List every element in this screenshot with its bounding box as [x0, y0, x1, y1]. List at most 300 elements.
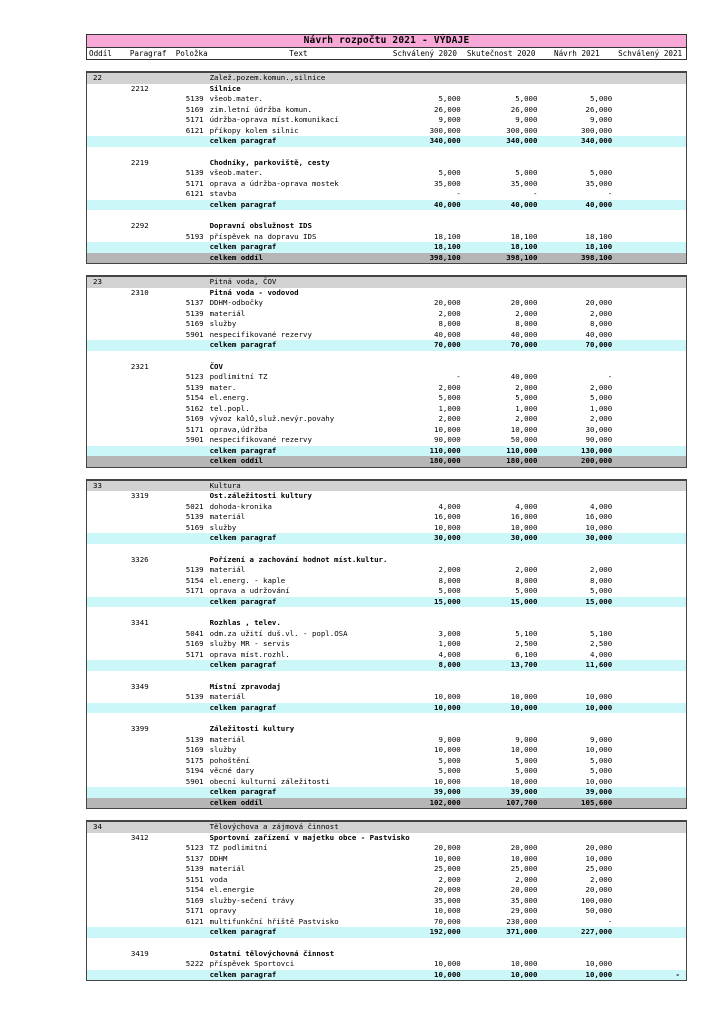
cell-oddil — [87, 94, 127, 105]
cell-polozka: 5194 — [185, 766, 204, 775]
cell-text: Místní zpravodaj — [209, 681, 281, 691]
cell-polozka — [174, 491, 208, 502]
cell-skutecnost-2020 — [463, 682, 540, 693]
cell-text: Silnice — [209, 83, 241, 93]
cell-polozka — [174, 446, 208, 457]
cell-skutecnost-2020: 20,000 — [510, 885, 538, 894]
cell-schvaleny-2020: 1,000 — [438, 403, 461, 413]
cell-schvaleny-2020 — [387, 84, 463, 95]
cell-skutecnost-2020: 5,000 — [515, 755, 538, 765]
cell-text: odm.za užití duš.vl. - popl.OSA — [209, 628, 348, 638]
cell-navrh-2021: 5,000 — [589, 586, 613, 595]
cell-schvaleny-2020 — [387, 555, 463, 566]
cell-schvaleny-2020 — [387, 724, 463, 735]
cell-navrh-2021 — [539, 822, 614, 833]
col-header-navrh-2021: Návrh 2021 — [554, 49, 600, 58]
paragraph-total-row — [87, 597, 686, 608]
cell-navrh-2021 — [539, 277, 614, 288]
cell-schvaleny-2020: 25,000 — [434, 864, 461, 873]
cell-schvaleny-2021 — [614, 372, 686, 383]
cell-text: DDHM — [209, 853, 228, 863]
cell-text: materiál — [209, 692, 246, 701]
cell-oddil — [87, 777, 127, 788]
cell-schvaleny-2021 — [614, 618, 686, 629]
cell-schvaleny-2020 — [387, 288, 463, 299]
cell-skutecnost-2020: 18,100 — [510, 242, 538, 251]
cell-schvaleny-2020: 35,000 — [434, 895, 461, 905]
cell-paragraf — [127, 597, 174, 608]
cell-text: služby — [209, 319, 237, 328]
cell-oddil — [87, 660, 127, 671]
item-row — [87, 523, 686, 534]
cell-navrh-2021: 100,000 — [581, 895, 613, 905]
cell-schvaleny-2021 — [614, 425, 686, 436]
cell-oddil — [87, 309, 127, 320]
item-row — [87, 319, 686, 330]
cell-schvaleny-2020: 5,000 — [438, 766, 461, 775]
item-row — [87, 766, 686, 777]
cell-schvaleny-2020: 20,000 — [434, 298, 461, 307]
cell-oddil — [87, 340, 127, 351]
cell-paragraf — [127, 242, 174, 253]
cell-schvaleny-2021 — [614, 756, 686, 767]
cell-skutecnost-2020: 340,000 — [506, 136, 538, 145]
cell-text: Pitná voda - vodovod — [209, 287, 299, 297]
blank-row — [87, 147, 686, 158]
cell-polozka — [174, 84, 208, 95]
cell-schvaleny-2021 — [614, 189, 686, 200]
item-row — [87, 393, 686, 404]
cell-skutecnost-2020: 10,000 — [510, 853, 538, 863]
cell-paragraf — [127, 253, 174, 264]
cell-navrh-2021: 1,000 — [589, 403, 613, 413]
cell-polozka: 6121 — [185, 189, 204, 198]
cell-oddil — [87, 288, 127, 299]
cell-schvaleny-2020: 192,000 — [429, 927, 461, 936]
cell-text: všeob.mater. — [209, 168, 264, 177]
cell-skutecnost-2020 — [463, 724, 540, 735]
item-row — [87, 372, 686, 383]
cell-oddil — [87, 319, 127, 330]
cell-paragraf — [127, 372, 174, 383]
cell-text: celkem paragraf — [209, 136, 277, 145]
cell-schvaleny-2020: 20,000 — [434, 885, 461, 894]
cell-paragraf: 2321 — [130, 361, 149, 371]
cell-schvaleny-2021 — [614, 179, 686, 190]
cell-skutecnost-2020: 50,000 — [510, 435, 538, 444]
cell-navrh-2021 — [539, 682, 614, 693]
cell-schvaleny-2020: 10,000 — [434, 702, 461, 712]
cell-schvaleny-2021 — [614, 491, 686, 502]
cell-text: Zalež.pozem.komun.,silnice — [209, 73, 326, 82]
cell-polozka — [174, 456, 208, 467]
cell-paragraf — [127, 885, 174, 896]
cell-polozka: 5151 — [185, 874, 204, 884]
paragraph-header-row — [87, 288, 686, 299]
cell-skutecnost-2020: 4,000 — [515, 501, 538, 511]
cell-paragraf — [127, 843, 174, 854]
cell-oddil — [87, 555, 127, 566]
cell-text: příspěvek Sportovci — [209, 959, 295, 968]
cell-schvaleny-2021 — [614, 787, 686, 798]
cell-schvaleny-2020 — [387, 822, 463, 833]
cell-text: příkopy kolem silnic — [209, 125, 299, 135]
cell-schvaleny-2021 — [614, 735, 686, 746]
item-row — [87, 629, 686, 640]
cell-schvaleny-2020: 70,000 — [434, 916, 461, 926]
cell-schvaleny-2021 — [614, 126, 686, 137]
cell-schvaleny-2020: 2,000 — [438, 308, 461, 318]
cell-schvaleny-2020: 4,000 — [438, 649, 461, 659]
cell-paragraf — [127, 340, 174, 351]
paragraph-header-row — [87, 221, 686, 232]
cell-navrh-2021: 2,000 — [589, 382, 613, 392]
cell-schvaleny-2020: 10,000 — [434, 424, 461, 434]
cell-text: Záležitosti kultury — [209, 724, 295, 733]
cell-skutecnost-2020: 20,000 — [510, 298, 538, 307]
cell-paragraf: 3326 — [130, 554, 149, 564]
cell-schvaleny-2020: 5,000 — [438, 393, 461, 402]
cell-polozka — [174, 682, 208, 693]
cell-text: materiál — [209, 565, 246, 574]
cell-paragraf: 2310 — [130, 287, 149, 297]
cell-oddil: 23 — [93, 277, 102, 286]
budget-sheet — [86, 34, 687, 981]
cell-polozka: 5139 — [185, 565, 204, 574]
blank-row — [87, 607, 686, 618]
cell-skutecnost-2020 — [463, 221, 540, 232]
item-row — [87, 425, 686, 436]
cell-schvaleny-2021 — [614, 798, 686, 809]
cell-navrh-2021: 16,000 — [585, 512, 613, 521]
cell-skutecnost-2020 — [463, 833, 540, 844]
cell-schvaleny-2020: 40,000 — [434, 329, 461, 339]
cell-skutecnost-2020: 5,100 — [515, 628, 538, 638]
cell-schvaleny-2020: 300,000 — [429, 125, 461, 135]
cell-paragraf — [127, 393, 174, 404]
cell-oddil — [87, 383, 127, 394]
cell-text: voda — [209, 874, 228, 884]
cell-skutecnost-2020: 35,000 — [510, 895, 538, 905]
paragraph-header-row — [87, 618, 686, 629]
oddil-total-row — [87, 456, 686, 467]
oddil-header-row — [87, 822, 686, 833]
cell-schvaleny-2021 — [614, 875, 686, 886]
cell-polozka: 5171 — [185, 178, 204, 188]
cell-polozka: 5139 — [185, 94, 204, 103]
cell-schvaleny-2021 — [614, 115, 686, 126]
cell-text: Rozhlas , telev. — [209, 618, 281, 627]
cell-schvaleny-2021 — [614, 533, 686, 544]
cell-paragraf — [127, 383, 174, 394]
cell-schvaleny-2020: 5,000 — [438, 94, 461, 103]
cell-oddil — [87, 787, 127, 798]
cell-paragraf — [127, 179, 174, 190]
cell-navrh-2021: 398,100 — [581, 252, 613, 262]
paragraph-header-row — [87, 949, 686, 960]
paragraph-header-row — [87, 682, 686, 693]
cell-schvaleny-2021 — [614, 404, 686, 415]
cell-navrh-2021: - — [607, 916, 613, 926]
cell-schvaleny-2020: 2,000 — [438, 414, 461, 423]
section-oddil-33 — [86, 479, 687, 810]
cell-polozka — [174, 618, 208, 629]
cell-paragraf — [127, 854, 174, 865]
cell-skutecnost-2020: 40,000 — [510, 372, 538, 381]
cell-schvaleny-2021 — [614, 586, 686, 597]
cell-schvaleny-2020: 10,000 — [434, 776, 461, 786]
cell-schvaleny-2021 — [614, 906, 686, 917]
cell-paragraf — [127, 533, 174, 544]
cell-polozka: 6121 — [185, 916, 204, 926]
cell-schvaleny-2020: 16,000 — [434, 512, 461, 521]
cell-schvaleny-2020: 110,000 — [429, 445, 461, 455]
cell-paragraf — [127, 126, 174, 137]
cell-schvaleny-2020: 8,000 — [438, 660, 461, 669]
paragraph-header-row — [87, 491, 686, 502]
cell-text: Pořízení a zachování hodnot míst.kultur. — [209, 554, 388, 564]
cell-text: údržba-oprava míst.komunikací — [209, 115, 339, 124]
cell-paragraf — [127, 446, 174, 457]
cell-polozka: 5154 — [185, 393, 204, 402]
cell-schvaleny-2021 — [614, 639, 686, 650]
cell-navrh-2021: 10,000 — [585, 692, 613, 701]
cell-navrh-2021: 10,000 — [585, 522, 613, 532]
cell-schvaleny-2021 — [614, 917, 686, 928]
cell-skutecnost-2020: 10,000 — [510, 424, 538, 434]
cell-text: Pitná voda, ČOV — [209, 277, 277, 286]
cell-navrh-2021: 90,000 — [585, 435, 613, 444]
cell-skutecnost-2020 — [463, 822, 540, 833]
cell-paragraf — [127, 959, 174, 970]
cell-text: DDHM-odbočky — [209, 298, 264, 307]
cell-paragraf — [127, 629, 174, 640]
cell-navrh-2021: 11,600 — [585, 660, 613, 669]
cell-polozka: 5139 — [185, 512, 204, 521]
cell-schvaleny-2021 — [614, 597, 686, 608]
cell-skutecnost-2020: 10,000 — [510, 702, 538, 712]
item-row — [87, 692, 686, 703]
item-row — [87, 94, 686, 105]
cell-schvaleny-2021 — [614, 168, 686, 179]
cell-skutecnost-2020: 5,000 — [515, 766, 538, 775]
item-row — [87, 179, 686, 190]
cell-polozka — [174, 703, 208, 714]
section-oddil-22 — [86, 71, 687, 264]
cell-schvaleny-2021 — [614, 253, 686, 264]
item-row — [87, 959, 686, 970]
cell-text: celkem oddíl — [209, 456, 264, 465]
cell-paragraf — [127, 481, 174, 492]
cell-schvaleny-2021 — [614, 555, 686, 566]
paragraph-total-row — [87, 200, 686, 211]
cell-schvaleny-2021 — [614, 446, 686, 457]
cell-schvaleny-2021 — [614, 692, 686, 703]
cell-navrh-2021 — [539, 362, 614, 373]
cell-schvaleny-2020: 5,000 — [438, 755, 461, 765]
cell-schvaleny-2021 — [614, 200, 686, 211]
cell-navrh-2021 — [539, 221, 614, 232]
cell-navrh-2021: 20,000 — [585, 885, 613, 894]
cell-text: celkem paragraf — [209, 445, 277, 455]
cell-oddil — [87, 970, 127, 981]
cell-oddil — [87, 221, 127, 232]
cell-skutecnost-2020 — [463, 84, 540, 95]
item-row — [87, 512, 686, 523]
cell-navrh-2021: 26,000 — [585, 104, 613, 114]
cell-schvaleny-2020: 20,000 — [434, 843, 461, 852]
cell-schvaleny-2020: 26,000 — [434, 104, 461, 114]
cell-schvaleny-2021 — [614, 502, 686, 513]
cell-polozka: 5171 — [185, 115, 204, 124]
cell-paragraf — [127, 787, 174, 798]
cell-text: Tělovýchova a zájmová činnost — [209, 822, 339, 831]
cell-schvaleny-2020: 2,000 — [438, 565, 461, 574]
cell-schvaleny-2020: 340,000 — [429, 136, 461, 145]
cell-polozka: 5154 — [185, 885, 204, 894]
cell-skutecnost-2020 — [463, 73, 540, 84]
cell-skutecnost-2020: 9,000 — [515, 115, 538, 124]
cell-schvaleny-2021 — [614, 822, 686, 833]
cell-navrh-2021: 200,000 — [581, 456, 613, 465]
cell-oddil — [87, 253, 127, 264]
cell-polozka: 5169 — [185, 522, 204, 532]
cell-schvaleny-2021 — [614, 84, 686, 95]
blank-row — [87, 671, 686, 682]
cell-navrh-2021: 340,000 — [581, 136, 613, 145]
cell-polozka: 5193 — [185, 231, 204, 241]
cell-text: Ost.záležitosti kultury — [209, 491, 312, 500]
cell-navrh-2021: 5,000 — [589, 393, 613, 402]
cell-paragraf — [127, 277, 174, 288]
cell-oddil — [87, 330, 127, 341]
cell-schvaleny-2021 — [614, 309, 686, 320]
cell-oddil — [87, 502, 127, 513]
budget-body — [86, 60, 687, 981]
paragraph-header-row — [87, 724, 686, 735]
section-oddil-23 — [86, 275, 687, 468]
cell-text: celkem paragraf — [209, 702, 277, 712]
cell-skutecnost-2020: 10,000 — [510, 776, 538, 786]
cell-polozka: 5021 — [185, 501, 204, 511]
column-header-row — [86, 47, 687, 60]
cell-oddil — [87, 136, 127, 147]
paragraph-total-row — [87, 242, 686, 253]
cell-oddil — [87, 491, 127, 502]
cell-navrh-2021 — [539, 618, 614, 629]
cell-polozka — [174, 362, 208, 373]
cell-schvaleny-2020 — [387, 221, 463, 232]
cell-skutecnost-2020: 371,000 — [506, 927, 538, 936]
cell-text: ČOV — [209, 361, 223, 371]
cell-skutecnost-2020: 10,000 — [510, 969, 538, 979]
cell-oddil — [87, 885, 127, 896]
cell-skutecnost-2020: 40,000 — [510, 199, 538, 209]
cell-paragraf — [127, 565, 174, 576]
cell-paragraf — [127, 927, 174, 938]
col-header-schvaleny-2021: Schválený 2021 — [618, 49, 683, 58]
cell-text: materiál — [209, 864, 246, 873]
cell-polozka: 5901 — [185, 776, 204, 786]
cell-schvaleny-2020: 10,000 — [434, 522, 461, 532]
cell-schvaleny-2021 — [614, 565, 686, 576]
cell-navrh-2021 — [540, 833, 615, 844]
cell-schvaleny-2021 — [614, 833, 686, 844]
cell-polozka — [174, 277, 208, 288]
cell-oddil — [87, 435, 127, 446]
cell-text: celkem paragraf — [209, 596, 277, 606]
item-row — [87, 917, 686, 928]
cell-oddil — [87, 927, 127, 938]
cell-paragraf — [127, 745, 174, 756]
cell-text: celkem paragraf — [209, 969, 277, 979]
cell-schvaleny-2021 — [614, 221, 686, 232]
blank-row — [87, 210, 686, 221]
cell-schvaleny-2021 — [614, 393, 686, 404]
cell-paragraf: 3412 — [130, 832, 149, 842]
cell-oddil — [87, 393, 127, 404]
cell-schvaleny-2020: 10,000 — [434, 959, 461, 968]
paragraph-header-row — [87, 158, 686, 169]
cell-skutecnost-2020: 16,000 — [510, 512, 538, 521]
cell-oddil: 22 — [93, 73, 102, 82]
cell-polozka: 5123 — [185, 372, 204, 381]
cell-schvaleny-2020: 18,100 — [434, 231, 461, 241]
cell-navrh-2021: 300,000 — [581, 125, 613, 135]
cell-navrh-2021: - — [607, 189, 613, 198]
cell-text: Chodníky, parkoviště, cesty — [209, 157, 330, 167]
cell-polozka: 5222 — [185, 959, 204, 968]
cell-schvaleny-2021 — [614, 703, 686, 714]
cell-schvaleny-2021 — [614, 414, 686, 425]
cell-oddil — [87, 512, 127, 523]
cell-skutecnost-2020: 20,000 — [510, 843, 538, 852]
cell-text: služby-sečení trávy — [209, 895, 295, 905]
cell-schvaleny-2021 — [614, 158, 686, 169]
cell-oddil — [87, 597, 127, 608]
cell-skutecnost-2020 — [463, 949, 540, 960]
cell-oddil — [87, 864, 127, 875]
cell-navrh-2021: 4,000 — [589, 649, 613, 659]
item-row — [87, 735, 686, 746]
cell-skutecnost-2020: 35,000 — [510, 178, 538, 188]
item-row — [87, 875, 686, 886]
cell-schvaleny-2020: 2,000 — [438, 382, 461, 392]
cell-schvaleny-2021 — [614, 383, 686, 394]
cell-paragraf — [127, 735, 174, 746]
cell-text: služby — [209, 745, 237, 754]
cell-polozka: 5137 — [185, 853, 204, 863]
cell-paragraf — [127, 703, 174, 714]
paragraph-total-row — [87, 446, 686, 457]
cell-skutecnost-2020 — [463, 277, 540, 288]
cell-polozka — [174, 481, 208, 492]
cell-navrh-2021: 35,000 — [585, 178, 613, 188]
cell-skutecnost-2020: 30,000 — [510, 533, 538, 542]
cell-schvaleny-2021: - — [675, 969, 680, 979]
section-spacer — [86, 264, 687, 275]
cell-paragraf: 2219 — [130, 157, 149, 167]
cell-text: podlimitní TZ — [209, 372, 268, 381]
cell-oddil — [87, 200, 127, 211]
cell-polozka: 5139 — [185, 168, 204, 177]
cell-skutecnost-2020: 40,000 — [510, 329, 538, 339]
cell-polozka — [174, 136, 208, 147]
cell-oddil — [87, 692, 127, 703]
cell-paragraf — [127, 73, 174, 84]
item-row — [87, 576, 686, 587]
cell-skutecnost-2020: 2,000 — [515, 414, 538, 423]
